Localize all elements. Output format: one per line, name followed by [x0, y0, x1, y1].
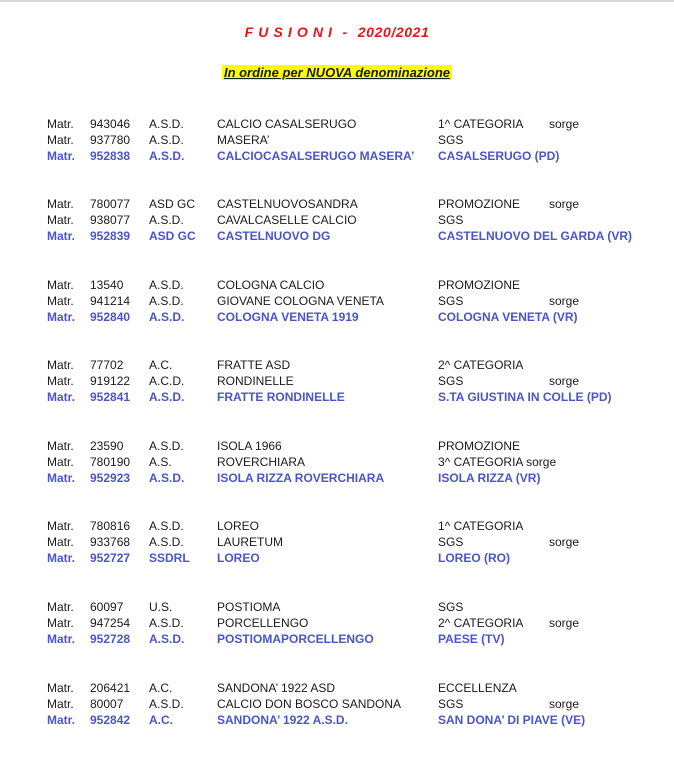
club-num: 780077: [90, 197, 131, 211]
original-club-row: [0, 132, 674, 148]
club-matr: Matr.: [47, 149, 76, 163]
club-num: 952727: [90, 551, 131, 565]
club-type: A.C.D.: [149, 374, 185, 388]
club-cat: 3^ CATEGORIA sorge: [438, 455, 557, 469]
club-name: RONDINELLE: [217, 374, 294, 388]
club-name: CAVALCASELLE CALCIO: [217, 213, 357, 227]
club-name: ISOLA RIZZA ROVERCHIARA: [217, 471, 385, 485]
club-cat: SGS: [438, 213, 464, 227]
club-name: POSTIOMAPORCELLENGO: [217, 632, 374, 646]
club-cat: 1^ CATEGORIA: [438, 117, 524, 131]
club-cat: PROMOZIONE: [438, 278, 521, 292]
original-club-row: [0, 438, 674, 454]
club-note: sorge: [549, 374, 580, 388]
club-cat: CASALSERUGO (PD): [438, 149, 560, 163]
merger-group: [0, 680, 674, 728]
club-type: A.S.D.: [149, 278, 184, 292]
club-name: CASTELNUOVOSANDRA: [217, 197, 358, 211]
club-type: A.S.D.: [149, 632, 185, 646]
merger-group: [0, 518, 674, 566]
club-name: POSTIOMA: [217, 600, 281, 614]
club-type: A.S.D.: [149, 149, 185, 163]
club-type: A.S.D.: [149, 133, 184, 147]
club-name: SANDONA’ 1922 ASD: [217, 681, 336, 695]
club-matr: Matr.: [47, 551, 76, 565]
original-club-row: [0, 599, 674, 615]
new-club-row: [0, 712, 674, 728]
club-type: A.S.D.: [149, 535, 184, 549]
club-type: A.S.D.: [149, 439, 184, 453]
club-cat: SGS: [438, 535, 464, 549]
club-cat: SGS: [438, 294, 464, 308]
title-season: 2020/2021: [357, 24, 430, 40]
club-num: 941214: [90, 294, 131, 308]
club-matr: Matr.: [47, 535, 74, 549]
title-label: F U S I O N I: [244, 24, 333, 40]
club-matr: Matr.: [47, 133, 74, 147]
club-note: sorge: [549, 697, 580, 711]
club-name: CALCIO CASALSERUGO: [217, 117, 357, 131]
subtitle: In ordine per NUOVA denominazione: [223, 65, 451, 80]
new-club-row: [0, 389, 674, 405]
new-club-row: [0, 228, 674, 244]
club-cat: PAESE (TV): [438, 632, 505, 646]
club-cat: 1^ CATEGORIA: [438, 519, 524, 533]
club-matr: Matr.: [47, 632, 76, 646]
club-cat: SAN DONA’ DI PIAVE (VE): [438, 713, 586, 727]
club-num: 952838: [90, 149, 131, 163]
title-separator: -: [342, 24, 348, 40]
original-club-row: [0, 293, 674, 309]
club-cat: LOREO (RO): [438, 551, 510, 565]
merger-group: [0, 357, 674, 405]
club-matr: Matr.: [47, 294, 74, 308]
club-cat: PROMOZIONE: [438, 439, 521, 453]
club-type: A.S.: [149, 455, 172, 469]
club-name: FRATTE ASD: [217, 358, 291, 372]
club-type: ASD GC: [149, 197, 196, 211]
club-cat: 2^ CATEGORIA: [438, 616, 524, 630]
original-club-row: [0, 534, 674, 550]
club-type: A.S.D.: [149, 697, 184, 711]
club-name: COLOGNA CALCIO: [217, 278, 325, 292]
club-matr: Matr.: [47, 278, 74, 292]
club-cat: PROMOZIONE: [438, 197, 521, 211]
club-type: A.S.D.: [149, 213, 184, 227]
original-club-row: [0, 615, 674, 631]
club-cat: SGS: [438, 697, 464, 711]
page-title: [0, 24, 674, 40]
club-cat: SGS: [438, 374, 464, 388]
club-cat: 2^ CATEGORIA: [438, 358, 524, 372]
club-num: 80007: [90, 697, 124, 711]
club-cat: SGS: [438, 600, 464, 614]
merger-group: [0, 599, 674, 647]
club-type: SSDRL: [149, 551, 190, 565]
club-type: A.S.D.: [149, 616, 184, 630]
club-matr: Matr.: [47, 616, 74, 630]
merger-group: [0, 196, 674, 244]
merger-group: [0, 277, 674, 325]
club-type: A.C.: [149, 713, 173, 727]
club-name: ROVERCHIARA: [217, 455, 306, 469]
club-cat: ISOLA RIZZA (VR): [438, 471, 541, 485]
club-type: A.S.D.: [149, 519, 184, 533]
club-num: 947254: [90, 616, 131, 630]
club-matr: Matr.: [47, 390, 76, 404]
club-type: A.S.D.: [149, 294, 184, 308]
club-matr: Matr.: [47, 229, 76, 243]
club-note: sorge: [549, 197, 580, 211]
club-matr: Matr.: [47, 117, 74, 131]
club-type: A.S.D.: [149, 471, 185, 485]
club-num: 919122: [90, 374, 131, 388]
club-type: A.C.: [149, 681, 173, 695]
club-type: A.S.D.: [149, 117, 184, 131]
new-club-row: [0, 148, 674, 164]
club-name: CASTELNUOVO DG: [217, 229, 331, 243]
club-note: sorge: [549, 535, 580, 549]
club-type: A.S.D.: [149, 310, 185, 324]
subtitle-container: [0, 65, 674, 80]
club-note: sorge: [549, 294, 580, 308]
club-name: PORCELLENGO: [217, 616, 309, 630]
club-matr: Matr.: [47, 713, 76, 727]
club-name: SANDONA’ 1922 A.S.D.: [217, 713, 348, 727]
club-name: CALCIO DON BOSCO SANDONA: [217, 697, 402, 711]
club-num: 77702: [90, 358, 124, 372]
club-name: LAURETUM: [217, 535, 284, 549]
original-club-row: [0, 357, 674, 373]
club-cat: SGS: [438, 133, 464, 147]
top-border: [0, 0, 674, 2]
club-num: 952923: [90, 471, 131, 485]
original-club-row: [0, 116, 674, 132]
club-cat: S.TA GIUSTINA IN COLLE (PD): [438, 390, 612, 404]
club-matr: Matr.: [47, 439, 74, 453]
club-num: 952842: [90, 713, 131, 727]
club-type: U.S.: [149, 600, 173, 614]
club-num: 23590: [90, 439, 124, 453]
merger-group: [0, 116, 674, 164]
club-name: ISOLA 1966: [217, 439, 282, 453]
club-matr: Matr.: [47, 374, 74, 388]
club-type: A.C.: [149, 358, 173, 372]
club-matr: Matr.: [47, 358, 74, 372]
club-name: COLOGNA VENETA 1919: [217, 310, 359, 324]
club-num: 60097: [90, 600, 124, 614]
club-type: A.S.D.: [149, 390, 185, 404]
original-club-row: [0, 454, 674, 470]
club-note: sorge: [549, 117, 580, 131]
club-num: 937780: [90, 133, 131, 147]
club-name: GIOVANE COLOGNA VENETA: [217, 294, 384, 308]
club-cat: CASTELNUOVO DEL GARDA (VR): [438, 229, 633, 243]
original-club-row: [0, 680, 674, 696]
club-matr: Matr.: [47, 197, 74, 211]
merger-group: [0, 438, 674, 486]
club-matr: Matr.: [47, 600, 74, 614]
club-matr: Matr.: [47, 455, 74, 469]
club-matr: Matr.: [47, 697, 74, 711]
new-club-row: [0, 309, 674, 325]
original-club-row: [0, 212, 674, 228]
club-cat: ECCELLENZA: [438, 681, 517, 695]
club-note: sorge: [549, 616, 580, 630]
club-num: 943046: [90, 117, 131, 131]
club-type: ASD GC: [149, 229, 196, 243]
club-num: 933768: [90, 535, 131, 549]
new-club-row: [0, 550, 674, 566]
club-name: FRATTE RONDINELLE: [217, 390, 345, 404]
club-num: 13540: [90, 278, 124, 292]
club-num: 952840: [90, 310, 131, 324]
club-name: LOREO: [217, 519, 260, 533]
club-num: 780816: [90, 519, 131, 533]
original-club-row: [0, 518, 674, 534]
club-matr: Matr.: [47, 519, 74, 533]
club-num: 938077: [90, 213, 131, 227]
club-num: 952841: [90, 390, 131, 404]
new-club-row: [0, 470, 674, 486]
new-club-row: [0, 631, 674, 647]
original-club-row: [0, 196, 674, 212]
original-club-row: [0, 373, 674, 389]
club-matr: Matr.: [47, 681, 74, 695]
club-num: 206421: [90, 681, 131, 695]
club-cat: COLOGNA VENETA (VR): [438, 310, 578, 324]
club-num: 952728: [90, 632, 131, 646]
club-num: 952839: [90, 229, 131, 243]
club-name: CALCIOCASALSERUGO MASERA’: [217, 149, 415, 163]
club-matr: Matr.: [47, 471, 76, 485]
club-name: MASERA’: [217, 133, 270, 147]
original-club-row: [0, 277, 674, 293]
club-name: LOREO: [217, 551, 260, 565]
club-matr: Matr.: [47, 213, 74, 227]
original-club-row: [0, 696, 674, 712]
club-matr: Matr.: [47, 310, 76, 324]
club-num: 780190: [90, 455, 131, 469]
